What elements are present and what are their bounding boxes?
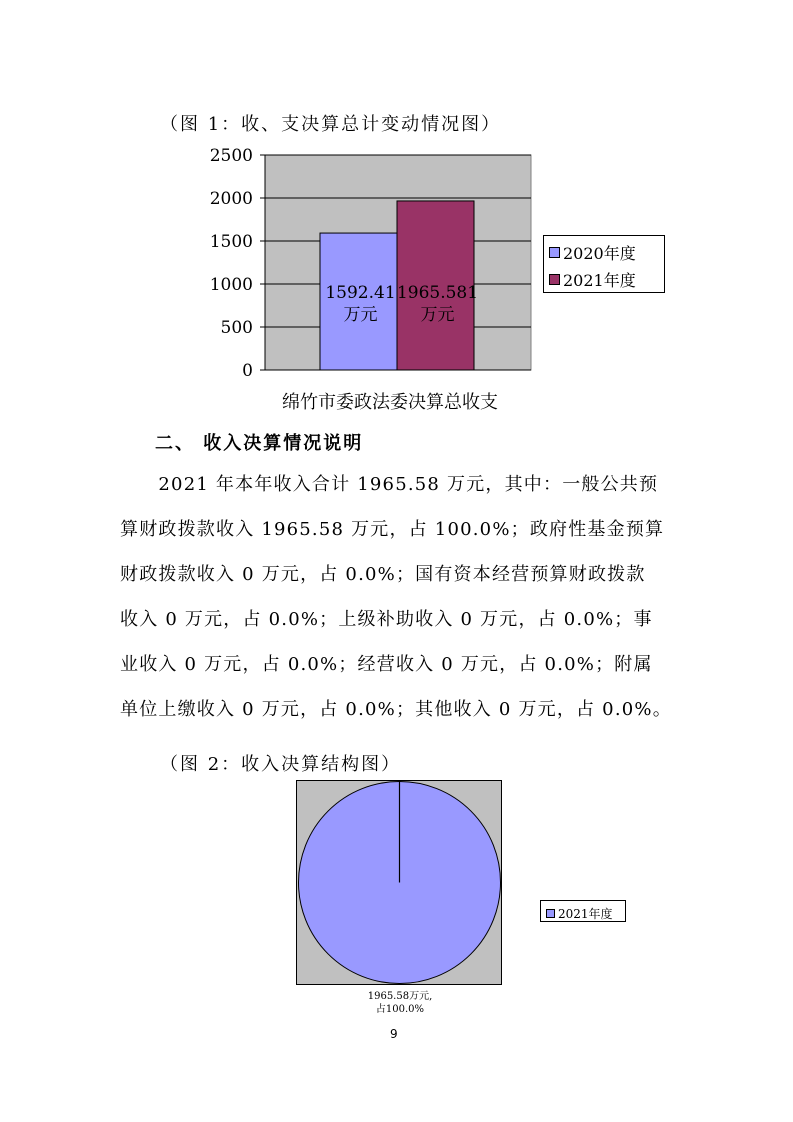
y-tick-label: 2500 (209, 146, 253, 166)
y-tick-label: 500 (220, 318, 253, 338)
paragraph-line: 算财政拨款收入 1965.58 万元，占 100.0%；政府性基金预算 (120, 519, 665, 540)
legend-swatch-2020 (549, 247, 560, 258)
pie-data-label-line: 占100.0% (375, 1004, 425, 1015)
page-number: 9 (390, 1027, 398, 1041)
section-heading: 二、 收入决算情况说明 (155, 433, 364, 454)
legend-item-2020 (549, 241, 636, 264)
paragraph-line: 单位上缴收入 0 万元，占 0.0%；其他收入 0 万元，占 0.0%。 (120, 699, 672, 720)
paragraph-line: 收入 0 万元，占 0.0%；上级补助收入 0 万元，占 0.0%；事 (120, 609, 653, 630)
bar-data-label: 万元 (343, 305, 378, 325)
legend-label-pie: 2021年度 (558, 907, 613, 921)
legend-label-2020: 2020年度 (563, 244, 636, 263)
bar-chart-legend (543, 235, 665, 293)
paragraph-line: 业收入 0 万元，占 0.0%；经营收入 0 万元，占 0.0%；附属 (120, 654, 653, 675)
bar-data-label: 1965.581 (396, 283, 479, 303)
pie-chart-legend (540, 900, 626, 922)
bar-data-label: 1592.41 (325, 283, 396, 303)
bar-data-label: 万元 (420, 305, 455, 325)
y-tick-label: 1000 (209, 275, 253, 295)
y-tick-label: 2000 (209, 189, 253, 209)
x-axis-label: 绵竹市委政法委决算总收支 (282, 392, 498, 413)
legend-item-pie-2021 (546, 903, 613, 922)
figure1-caption: （图 1：收、支决算总计变动情况图） (160, 114, 502, 135)
legend-label-2021: 2021年度 (563, 271, 636, 290)
pie-data-label-line: 1965.58万元, (367, 991, 433, 1002)
figure2-caption: （图 2：收入决算结构图） (160, 754, 402, 775)
y-tick-label: 0 (242, 361, 253, 381)
paragraph-line: 财政拨款收入 0 万元，占 0.0%；国有资本经营预算财政拨款 (120, 564, 646, 585)
pie-chart (296, 780, 502, 985)
y-tick-label: 1500 (209, 232, 253, 252)
legend-swatch-pie (546, 909, 555, 918)
paragraph-line: 2021 年本年收入合计 1965.58 万元，其中：一般公共预 (120, 474, 659, 495)
legend-swatch-2021 (549, 274, 560, 285)
pie-data-label (330, 990, 470, 1016)
legend-item-2021 (549, 268, 636, 291)
